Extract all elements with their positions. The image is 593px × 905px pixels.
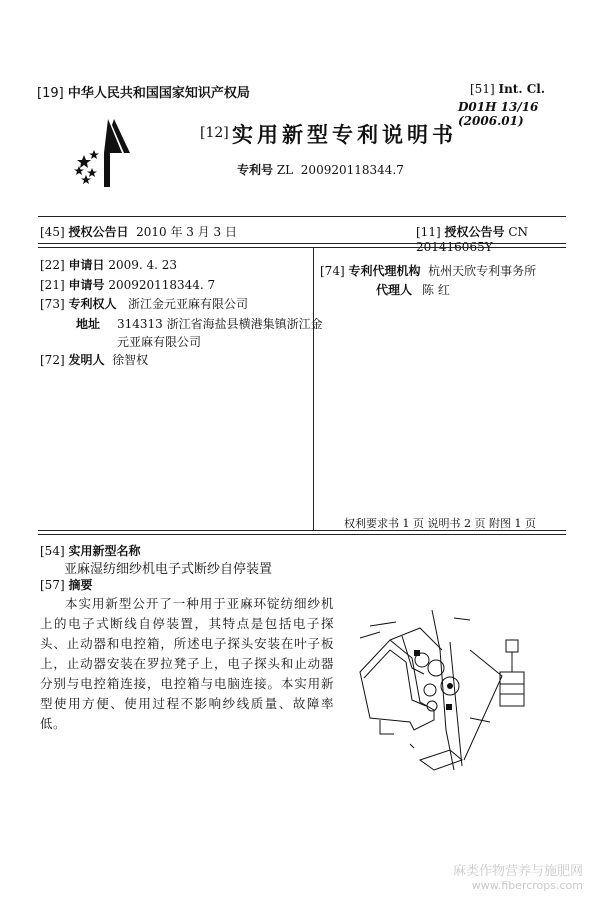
emblem-star-3 xyxy=(87,168,97,177)
emblem-star-2 xyxy=(74,166,84,175)
field-51 xyxy=(470,82,545,96)
divider-bottom xyxy=(38,530,566,531)
abstract-text: 本实用新型公开了一种用于亚麻环锭纺细纱机上的电子式断线自停装置，其特点是包括电子探头、止动器和电控箱，所述电子探头安装在叶子板上，止动器安装在罗拉凳子上，电子探头和止动器分别与电控箱连接，电控箱与电脑连接。本实用新型使用方便、使用过程不影响纱线质量、故障率低。 xyxy=(40,596,334,731)
leader-4 xyxy=(454,618,470,620)
divider-bottom-2 xyxy=(38,534,566,535)
inid-code-11: [11] xyxy=(416,225,441,239)
inid-code-45: [45] xyxy=(40,225,65,239)
field-57 xyxy=(40,576,92,593)
application-number-label: 申请号 xyxy=(68,278,105,292)
field-21 xyxy=(40,276,215,293)
grant-number: CN 201416065Y xyxy=(416,225,528,254)
office-name: 中华人民共和国国家知识产权局 xyxy=(67,86,250,101)
watermark-url: www.fibercrops.com xyxy=(471,879,583,892)
int-cl-value: D01H 13/16 (2006.01) xyxy=(458,100,539,128)
divider-mid xyxy=(38,243,566,244)
signal-line xyxy=(464,650,502,760)
patent-number-prefix: ZL xyxy=(276,163,294,177)
drawing-lines xyxy=(360,610,524,770)
inventor: 徐智权 xyxy=(112,353,149,367)
lappet-plate xyxy=(420,750,462,770)
column-divider xyxy=(313,247,314,530)
emblem-star-4 xyxy=(89,150,99,159)
title-label: 实用新型名称 xyxy=(68,544,141,558)
watermark-title: 麻类作物营养与施肥网 xyxy=(452,864,583,879)
utility-model-title: 亚麻湿纺细纱机电子式断纱自停装置 xyxy=(64,562,273,577)
stop-motion-block xyxy=(446,704,452,710)
agent-label: 代理人 xyxy=(376,283,413,297)
field-19 xyxy=(37,82,250,101)
divider-mid-2 xyxy=(38,247,566,248)
address-label: 地址 xyxy=(76,317,101,331)
agency-label: 专利代理机构 xyxy=(348,264,421,278)
field-22 xyxy=(40,256,177,273)
field-73 xyxy=(40,295,248,312)
computer-box xyxy=(506,640,518,652)
patent-number-line xyxy=(237,161,404,178)
leader-1 xyxy=(360,632,380,638)
inid-code-73: [73] xyxy=(40,297,65,311)
grant-date: 2010 年 3 月 3 日 xyxy=(136,225,238,239)
probe-block xyxy=(414,650,420,656)
patentee-label: 专利权人 xyxy=(68,297,117,311)
roller-3 xyxy=(424,684,436,696)
technical-drawing xyxy=(350,610,560,780)
agency: 杭州天欣专利事务所 xyxy=(428,264,537,278)
field-45 xyxy=(40,223,237,240)
patent-number: 200920118344.7 xyxy=(300,163,404,177)
emblem-star-1 xyxy=(77,155,91,168)
control-box xyxy=(500,672,524,706)
arm-cradle xyxy=(402,636,424,674)
field-11 xyxy=(416,223,593,254)
inid-code-19: [19] xyxy=(37,86,64,101)
emblem-flag-shape xyxy=(104,119,122,187)
filing-date-label: 申请日 xyxy=(68,258,105,272)
agent: 陈 红 xyxy=(422,283,450,297)
int-cl-label: Int. Cl. xyxy=(498,82,545,96)
application-number: 200920118344. 7 xyxy=(108,278,216,292)
site-watermark xyxy=(453,865,583,893)
inid-code-51: [51] xyxy=(470,82,495,96)
abstract-label: 摘要 xyxy=(68,578,93,592)
filing-date: 2009. 4. 23 xyxy=(108,258,178,272)
address-line-2: 元亚麻有限公司 xyxy=(117,335,202,349)
patent-number-label: 专利号 xyxy=(237,163,274,177)
inid-code-21: [21] xyxy=(40,278,65,292)
inid-code-57: [57] xyxy=(40,578,65,592)
grant-number-label: 授权公告号 xyxy=(444,225,505,239)
frame-base xyxy=(380,720,394,734)
grant-date-label: 授权公告日 xyxy=(68,225,129,239)
document-type-title: 实用新型专利说明书 xyxy=(232,123,457,147)
inventor-label: 发明人 xyxy=(68,353,105,367)
leader-3 xyxy=(470,718,490,722)
inid-code-22: [22] xyxy=(40,258,65,272)
field-72 xyxy=(40,351,148,368)
field-74 xyxy=(320,262,536,279)
yarn-line xyxy=(432,610,454,770)
patentee: 浙江金元亚麻有限公司 xyxy=(127,297,248,311)
address-line-1: 314313 浙江省海盐县横港集镇浙江金 xyxy=(117,317,323,331)
page-count-info: 权利要求书 1 页 说明书 2 页 附图 1 页 xyxy=(344,517,536,530)
leader-2 xyxy=(370,622,396,626)
inid-code-72: [72] xyxy=(40,353,65,367)
sensor-mark xyxy=(410,744,414,748)
inid-code-12: [12] xyxy=(200,125,229,141)
roller-5 xyxy=(427,701,437,711)
field-54 xyxy=(40,542,140,559)
inid-code-54: [54] xyxy=(40,544,65,558)
inid-code-74: [74] xyxy=(320,264,345,278)
divider-top xyxy=(38,216,566,217)
cnipa-emblem-icon xyxy=(70,115,138,191)
roller-hub xyxy=(447,683,453,689)
